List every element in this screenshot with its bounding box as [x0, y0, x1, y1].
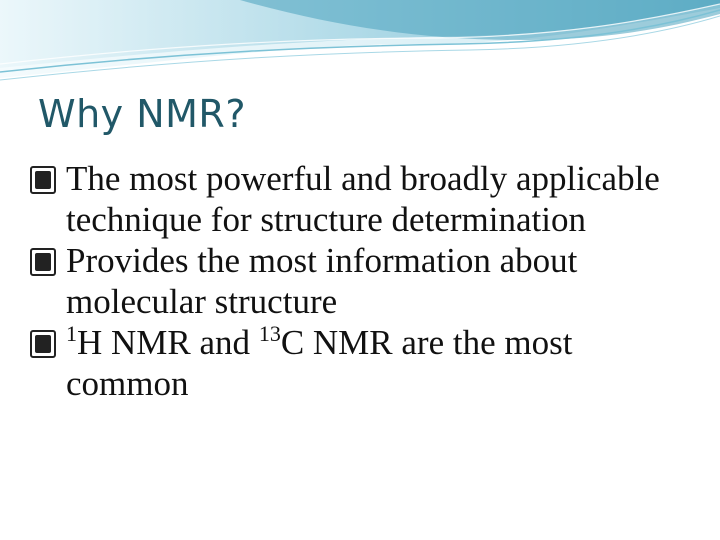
bullet-list	[30, 158, 700, 404]
slide-title: Why NMR?	[38, 92, 247, 136]
bullet-text-part-2: C NMR are the most common	[66, 323, 573, 403]
bullet-text: The most powerful and broadly applicable technique for structure determination	[66, 159, 660, 239]
bullet-item-1	[30, 158, 700, 240]
bullet-item-3	[30, 322, 700, 404]
wave-banner-decoration	[0, 0, 720, 90]
isotope-superscript-13: 13	[258, 321, 281, 346]
bullet-text: Provides the most information about molecular structure	[66, 241, 578, 321]
isotope-superscript-1: 1	[66, 321, 77, 346]
missing-glyph-bullet-icon	[30, 166, 56, 194]
bullet-text-part-1: H NMR and	[77, 323, 259, 362]
bullet-item-2	[30, 240, 700, 322]
missing-glyph-bullet-icon	[30, 330, 56, 358]
missing-glyph-bullet-icon	[30, 248, 56, 276]
